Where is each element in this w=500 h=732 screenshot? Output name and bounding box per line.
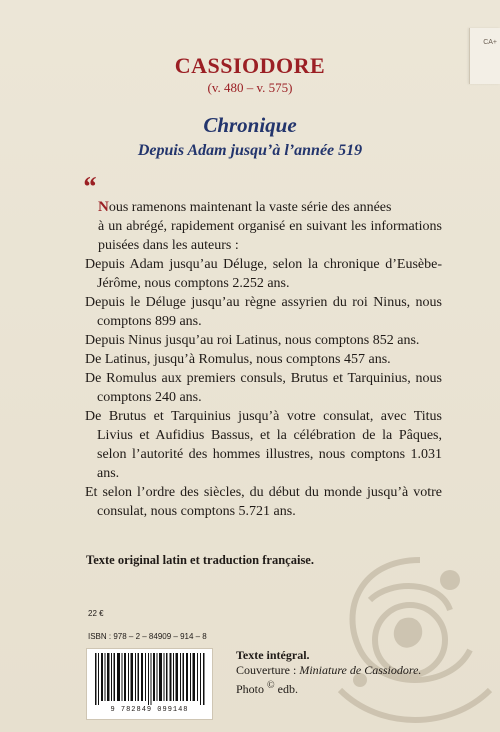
blurb-first-line: ous ramenons maintenant la vaste série des années xyxy=(108,200,392,215)
blurb-paragraph: De Latinus, jusqu’à Romulus, nous comptons 457 ans. xyxy=(85,352,391,367)
credits xyxy=(236,648,421,697)
book-title: Chronique xyxy=(203,113,297,137)
cover-credit xyxy=(236,663,421,678)
blurb-paragraph-1 xyxy=(85,198,442,255)
photo-value: edb. xyxy=(274,682,298,696)
blurb-paragraph: Depuis Ninus jusqu’au roi Latinus, nous comptons 852 ans. xyxy=(85,333,420,348)
blurb-paragraph: Depuis Adam jusqu’au Déluge, selon la chronique d’Eusèbe-Jérôme, nous comptons 2.252 ans. xyxy=(85,257,442,291)
blurb-first-rest: à un abrégé, rapidement organisé en suivant les informations puisées dans les auteurs : xyxy=(98,219,442,253)
isbn: ISBN : 978 – 2 – 84909 – 914 – 8 xyxy=(88,632,207,641)
side-tag-text: CA+ xyxy=(483,39,497,46)
ornamental-initial-icon xyxy=(300,540,500,732)
blurb-paragraph: De Brutus et Tarquinius jusqu’à votre consulat, avec Titus Livius et Aufidius Bassus, et la célébration de la Pâques, selon l’autorité des hommes illustres, nous comptons 1.031 ans. xyxy=(85,409,442,481)
cover-value: Miniature de Cassiodore. xyxy=(299,663,422,677)
author-dates: (v. 480 – v. 575) xyxy=(207,80,293,95)
photo-label: Photo xyxy=(236,682,268,696)
photo-credit xyxy=(236,678,421,697)
integral-text-note: Texte intégral. xyxy=(236,648,310,662)
drop-cap: N xyxy=(98,199,109,215)
cover-label: Couverture : xyxy=(236,663,300,677)
copyright-mark: © xyxy=(267,680,275,691)
blurb-paragraph: Et selon l’ordre des siècles, du début du monde jusqu’à votre consulat, nous comptons 5.721 ans. xyxy=(85,485,442,519)
blurb xyxy=(85,198,442,521)
barcode xyxy=(86,648,213,720)
blurb-paragraph: Depuis le Déluge jusqu’au règne assyrien du roi Ninus, nous comptons 899 ans. xyxy=(85,295,442,329)
author-name: CASSIODORE xyxy=(174,53,326,78)
quote-mark: “ xyxy=(82,172,96,203)
book-subtitle: Depuis Adam jusqu’à l’année 519 xyxy=(137,142,363,159)
barcode-bars-icon xyxy=(95,653,205,705)
barcode-digits: 9 782849 099148 xyxy=(110,706,189,714)
price: 22 € xyxy=(88,609,104,618)
edition-note: Texte original latin et traduction française. xyxy=(86,553,314,567)
blurb-paragraph: De Romulus aux premiers consuls, Brutus et Tarquinius, nous comptons 240 ans. xyxy=(85,371,442,405)
